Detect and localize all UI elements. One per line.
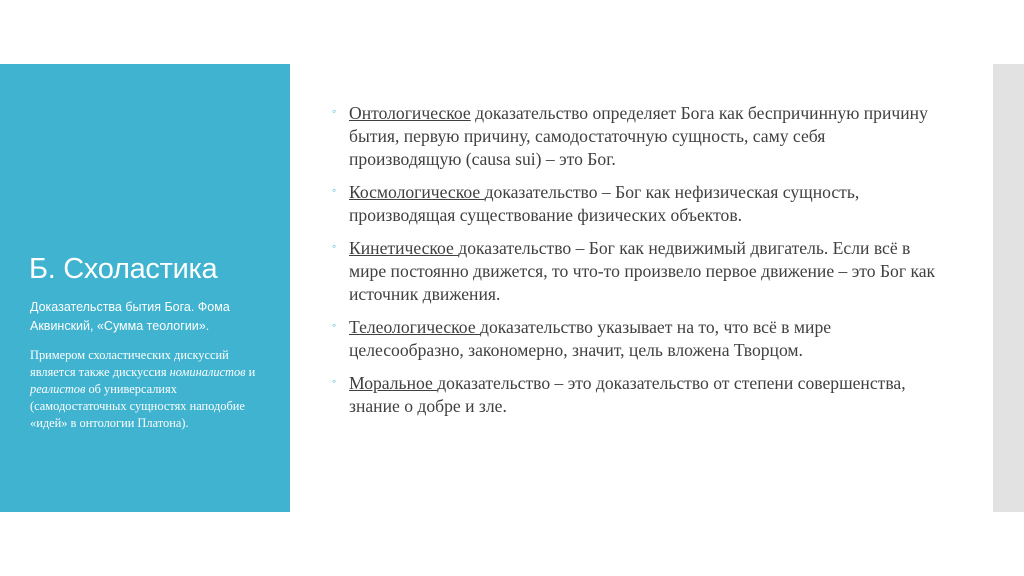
notes-realists: реалистов	[30, 382, 86, 396]
bullet-list	[330, 102, 940, 428]
notes-text-2: об универсалиях (самодостаточных сущностях наподобие «идей» в онтологии Платона).	[30, 382, 245, 430]
bullet-item-kinetic	[330, 237, 940, 306]
notes-text-1: Примером схоластических дискуссий является также дискуссия	[30, 348, 229, 379]
bullet-item-moral	[330, 372, 940, 418]
bullet-dot-icon: ◦	[332, 104, 337, 118]
bullet-text: доказательство указывает на то, что всё в мире целесообразно, закономерно, значит, цель вложена Творцом.	[349, 317, 832, 360]
bullet-term: Моральное	[349, 373, 438, 393]
bullet-term: Кинетическое	[349, 238, 459, 258]
bullet-text: доказательство – Бог как недвижимый двигатель. Если всё в мире постоянно движется, то что-то произвело первое движение – это Бог как источник движения.	[349, 238, 936, 304]
bullet-text: доказательство – Бог как нефизическая сущность, производящая существование физических объектов.	[349, 182, 860, 225]
slide-notes	[30, 347, 270, 432]
notes-nominalists: номиналистов	[169, 365, 246, 379]
bullet-item-teleological	[330, 316, 940, 362]
bullet-dot-icon: ◦	[332, 318, 337, 332]
right-gray-strip	[993, 64, 1024, 512]
slide-title: Б. Схоластика	[29, 253, 218, 285]
bullet-term: Онтологическое	[349, 103, 471, 123]
bullet-item-cosmological	[330, 181, 940, 227]
slide-subtitle: Доказательства бытия Бога. Фома Аквинский, «Сумма теологии».	[30, 300, 230, 333]
bullet-text: доказательство определяет Бога как беспричинную причину бытия, первую причину, самодостаточную сущность, саму себя производящую (causa sui) – это Бог.	[349, 103, 928, 169]
bullet-dot-icon: ◦	[332, 183, 337, 197]
bullet-term: Космологическое	[349, 182, 485, 202]
notes-text-and: и	[245, 365, 256, 379]
bullet-dot-icon: ◦	[332, 374, 337, 388]
bullet-item-ontological	[330, 102, 940, 171]
left-accent-panel	[0, 64, 290, 512]
bullet-dot-icon: ◦	[332, 239, 337, 253]
bullet-text: доказательство – это доказательство от степени совершенства, знание о добре и зле.	[349, 373, 906, 416]
bullet-term: Телеологическое	[349, 317, 481, 337]
